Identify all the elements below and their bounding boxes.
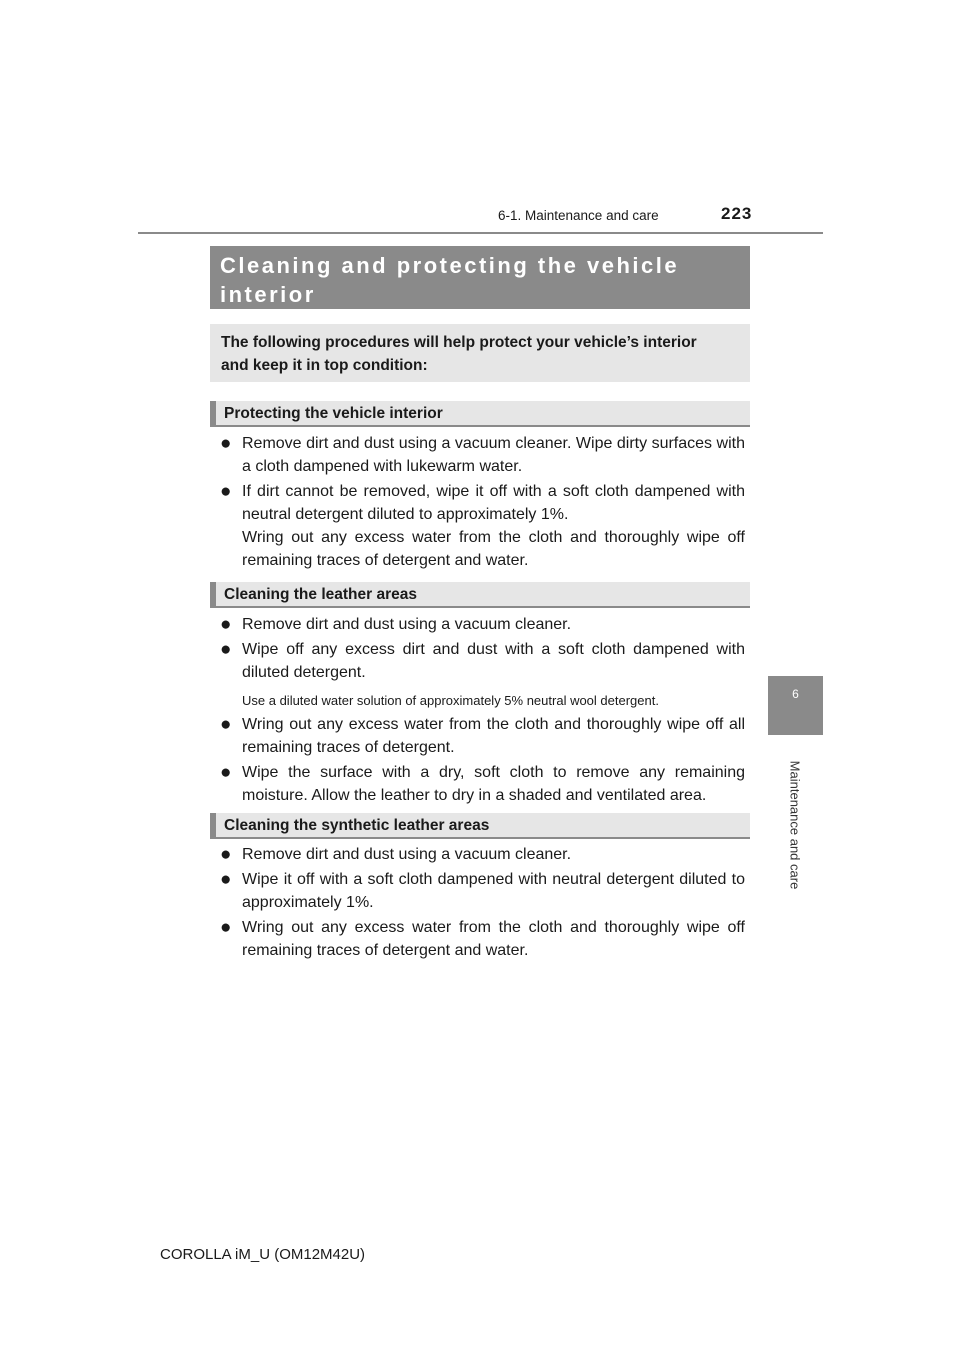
list-item-text: Wring out any excess water from the cloth and thoroughly wipe off remaining traces of detergent and water. <box>242 919 745 959</box>
bullet-icon: ● <box>220 762 232 783</box>
section-heading-synthetic-leather: Cleaning the synthetic leather areas <box>210 813 750 839</box>
page-title <box>210 246 750 309</box>
bullet-icon: ● <box>220 614 232 635</box>
header-rule <box>138 232 823 234</box>
list-item <box>220 761 745 807</box>
intro-line-1: The following procedures will help protect your vehicle’s interior <box>221 334 697 351</box>
list-item <box>220 432 745 478</box>
list-item <box>220 480 745 572</box>
section-reference: 6-1. Maintenance and care <box>498 208 659 223</box>
list-item-text-continued: Wring out any excess water from the cloth and thoroughly wipe off remaining traces of detergent and water. <box>242 529 745 569</box>
section-list-protecting-interior <box>220 432 745 574</box>
list-item <box>220 868 745 914</box>
bullet-icon: ● <box>220 844 232 865</box>
section-heading-protecting-interior: Protecting the vehicle interior <box>210 401 750 427</box>
list-item-text: Remove dirt and dust using a vacuum cleaner. <box>242 616 572 633</box>
list-item-text: Remove dirt and dust using a vacuum cleaner. <box>242 846 572 863</box>
bullet-icon: ● <box>220 917 232 938</box>
page-title-line-1: Cleaning and protecting the vehicle <box>220 253 680 278</box>
list-item-text: Wring out any excess water from the cloth and thoroughly wipe off all remaining traces of detergent. <box>242 716 745 756</box>
list-item-text: Remove dirt and dust using a vacuum cleaner. Wipe dirty surfaces with a cloth dampened with lukewarm water. <box>242 435 745 475</box>
section-list-synthetic-leather <box>220 843 745 964</box>
list-item-text: Wipe it off with a soft cloth dampened with neutral detergent diluted to approximately 1%. <box>242 871 745 911</box>
bullet-icon: ● <box>220 639 232 660</box>
page-number: 223 <box>721 204 753 223</box>
chapter-label: Maintenance and care <box>787 760 803 890</box>
footer-model-code: COROLLA iM_U (OM12M42U) <box>160 1246 366 1263</box>
bullet-icon: ● <box>220 869 232 890</box>
chapter-number: 6 <box>792 687 799 701</box>
bullet-icon: ● <box>220 481 232 502</box>
intro-box <box>210 324 750 382</box>
list-item <box>220 613 745 636</box>
bullet-icon: ● <box>220 433 232 454</box>
bullet-icon: ● <box>220 714 232 735</box>
page-title-line-2: interior <box>220 282 316 307</box>
list-item <box>220 713 745 759</box>
note-text: Use a diluted water solution of approximately 5% neutral wool detergent. <box>242 693 659 708</box>
list-item <box>220 638 745 684</box>
chapter-tab <box>768 676 823 735</box>
section-list-leather-areas <box>220 613 745 809</box>
list-item-text: If dirt cannot be removed, wipe it off with a soft cloth dampened with neutral detergent diluted to approximately 1%. <box>242 483 745 523</box>
list-item-text: Wipe off any excess dirt and dust with a soft cloth dampened with diluted detergent. <box>242 641 745 681</box>
list-item <box>220 843 745 866</box>
list-item-text: Wipe the surface with a dry, soft cloth to remove any remaining moisture. Allow the leather to dry in a shaded and ventilated area. <box>242 764 745 804</box>
section-heading-leather-areas: Cleaning the leather areas <box>210 582 750 608</box>
intro-line-2: and keep it in top condition: <box>221 357 428 374</box>
list-item <box>220 916 745 962</box>
